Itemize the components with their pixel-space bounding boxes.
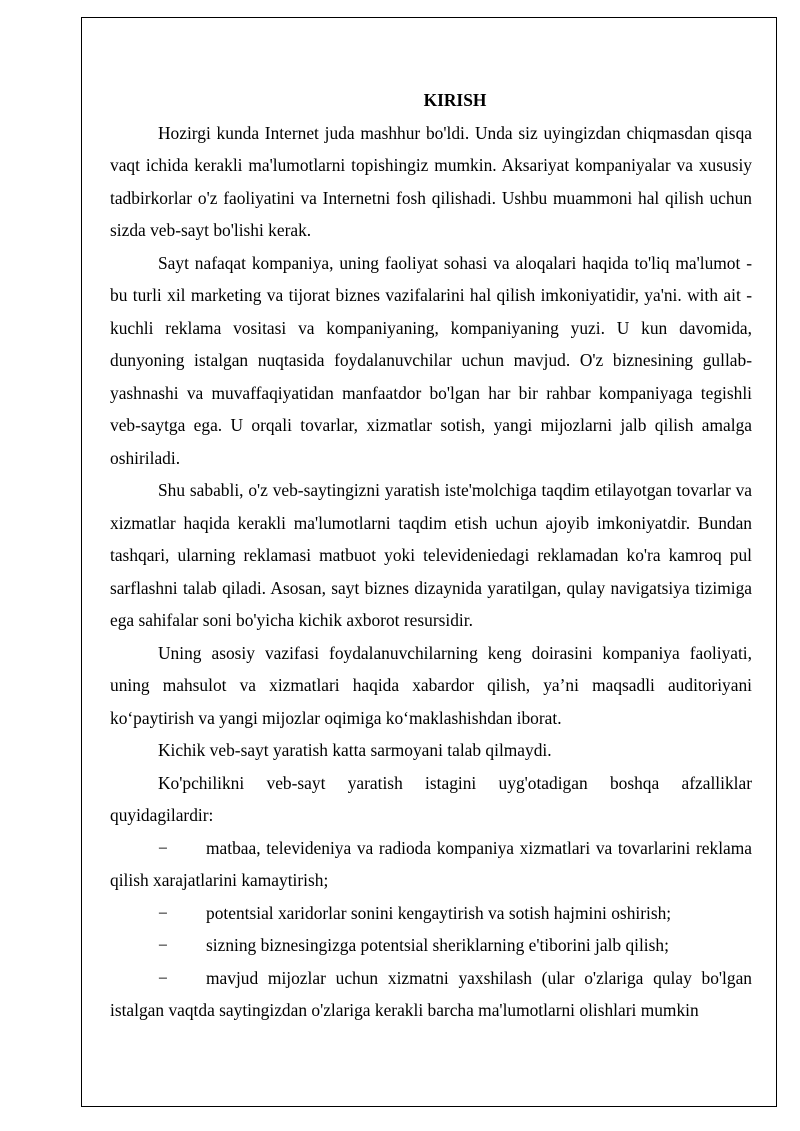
list-item-text: potentsial xaridorlar sonini kengaytirish va sotish hajmini oshirish; [206, 902, 672, 923]
paragraph-main-task: Uning asosiy vazifasi foydalanuvchilarning keng doirasini kompaniya faoliyati, uning mahsulot va xizmatlari haqida xabardor qilish, ya’ni maqsadli auditoriyani ko‘paytirish va yangi mijozlar oqimiga ko‘maklashishdan iborat. [110, 642, 752, 728]
document-body [110, 84, 752, 1027]
list-item [110, 832, 752, 897]
advantages-list [110, 832, 752, 1027]
list-item [110, 929, 752, 962]
paragraph-low-investment: Kichik veb-sayt yaratish katta sarmoyani talab qilmaydi. [158, 740, 552, 760]
list-item [110, 897, 752, 930]
list-item [110, 962, 752, 1027]
list-dash-marker: − [158, 935, 168, 955]
list-item-text: mavjud mijozlar uchun xizmatni yaxshilash (ular o'zlariga qulay bo'lgan istalgan vaqtda saytingizdan o'zlariga kerakli barcha ma'lumotlarni olishlari mumkin [110, 967, 752, 1020]
paragraph-intro: Hozirgi kunda Internet juda mashhur bo'ldi. Unda siz uyingizdan chiqmasdan qisqa vaqt ichida kerakli ma'lumotlarni topishingiz mumkin. Aksariyat kompaniyalar va xususiy tadbirkorlar o'z faoliyatini va Internetni fosh qilishadi. Ushbu muammoni hal qilish uchun sizda veb-sayt bo'lishi kerak. [110, 122, 752, 240]
paragraph-site-benefits: Shu sababli, o'z veb-saytingizni yaratish iste'molchiga taqdim etilayotgan tovarlar va xizmatlar haqida kerakli ma'lumotlarni taqdim etish uchun ajoyib imkoniyatdir. Bundan tashqari, ularning reklamasi matbuot yoki televideniedagi reklamadan ko'ra kamroq pul sarflashni talab qiladi. Asosan, sayt biznes dizaynida yaratilgan, qulay navigatsiya tizimiga ega sahifalar soni bo'yicha kichik axborot resursidir. [110, 480, 752, 630]
paragraph-advantages-intro: Ko'pchilikni veb-sayt yaratish istagini uyg'otadigan boshqa afzalliklar quyidagilardir: [110, 772, 752, 825]
list-dash-marker: − [158, 837, 168, 858]
paragraph-site-purpose: Sayt nafaqat kompaniya, uning faoliyat sohasi va aloqalari haqida to'liq ma'lumot - bu turli xil marketing va tijorat biznes vazifalarini hal qilish imkoniyatidir, ya'ni. with ait - kuchli reklama vositasi va kompaniyaning, kompaniyaning yuzi. U kun davomida, dunyoning istalgan nuqtasida foydalanuvchilar uchun mavjud. O'z biznesining gullab-yashnashi va muvaffaqiyatidan manfaatdor bo'lgan har bir rahbar kompaniyaga tegishli veb-saytga ega. U orqali tovarlar, xizmatlar sotish, yangi mijozlarni jalb qilish amalga oshiriladi. [110, 252, 752, 468]
list-item-text: matbaa, televideniya va radioda kompaniya xizmatlari va tovarlarini reklama qilish xarajatlarini kamaytirish; [110, 837, 752, 890]
list-dash-marker: − [158, 902, 168, 923]
list-dash-marker: − [158, 967, 168, 988]
document-title: KIRISH [423, 90, 487, 110]
list-item-text: sizning biznesingizga potentsial sheriklarning e'tiborini jalb qilish; [206, 935, 669, 955]
